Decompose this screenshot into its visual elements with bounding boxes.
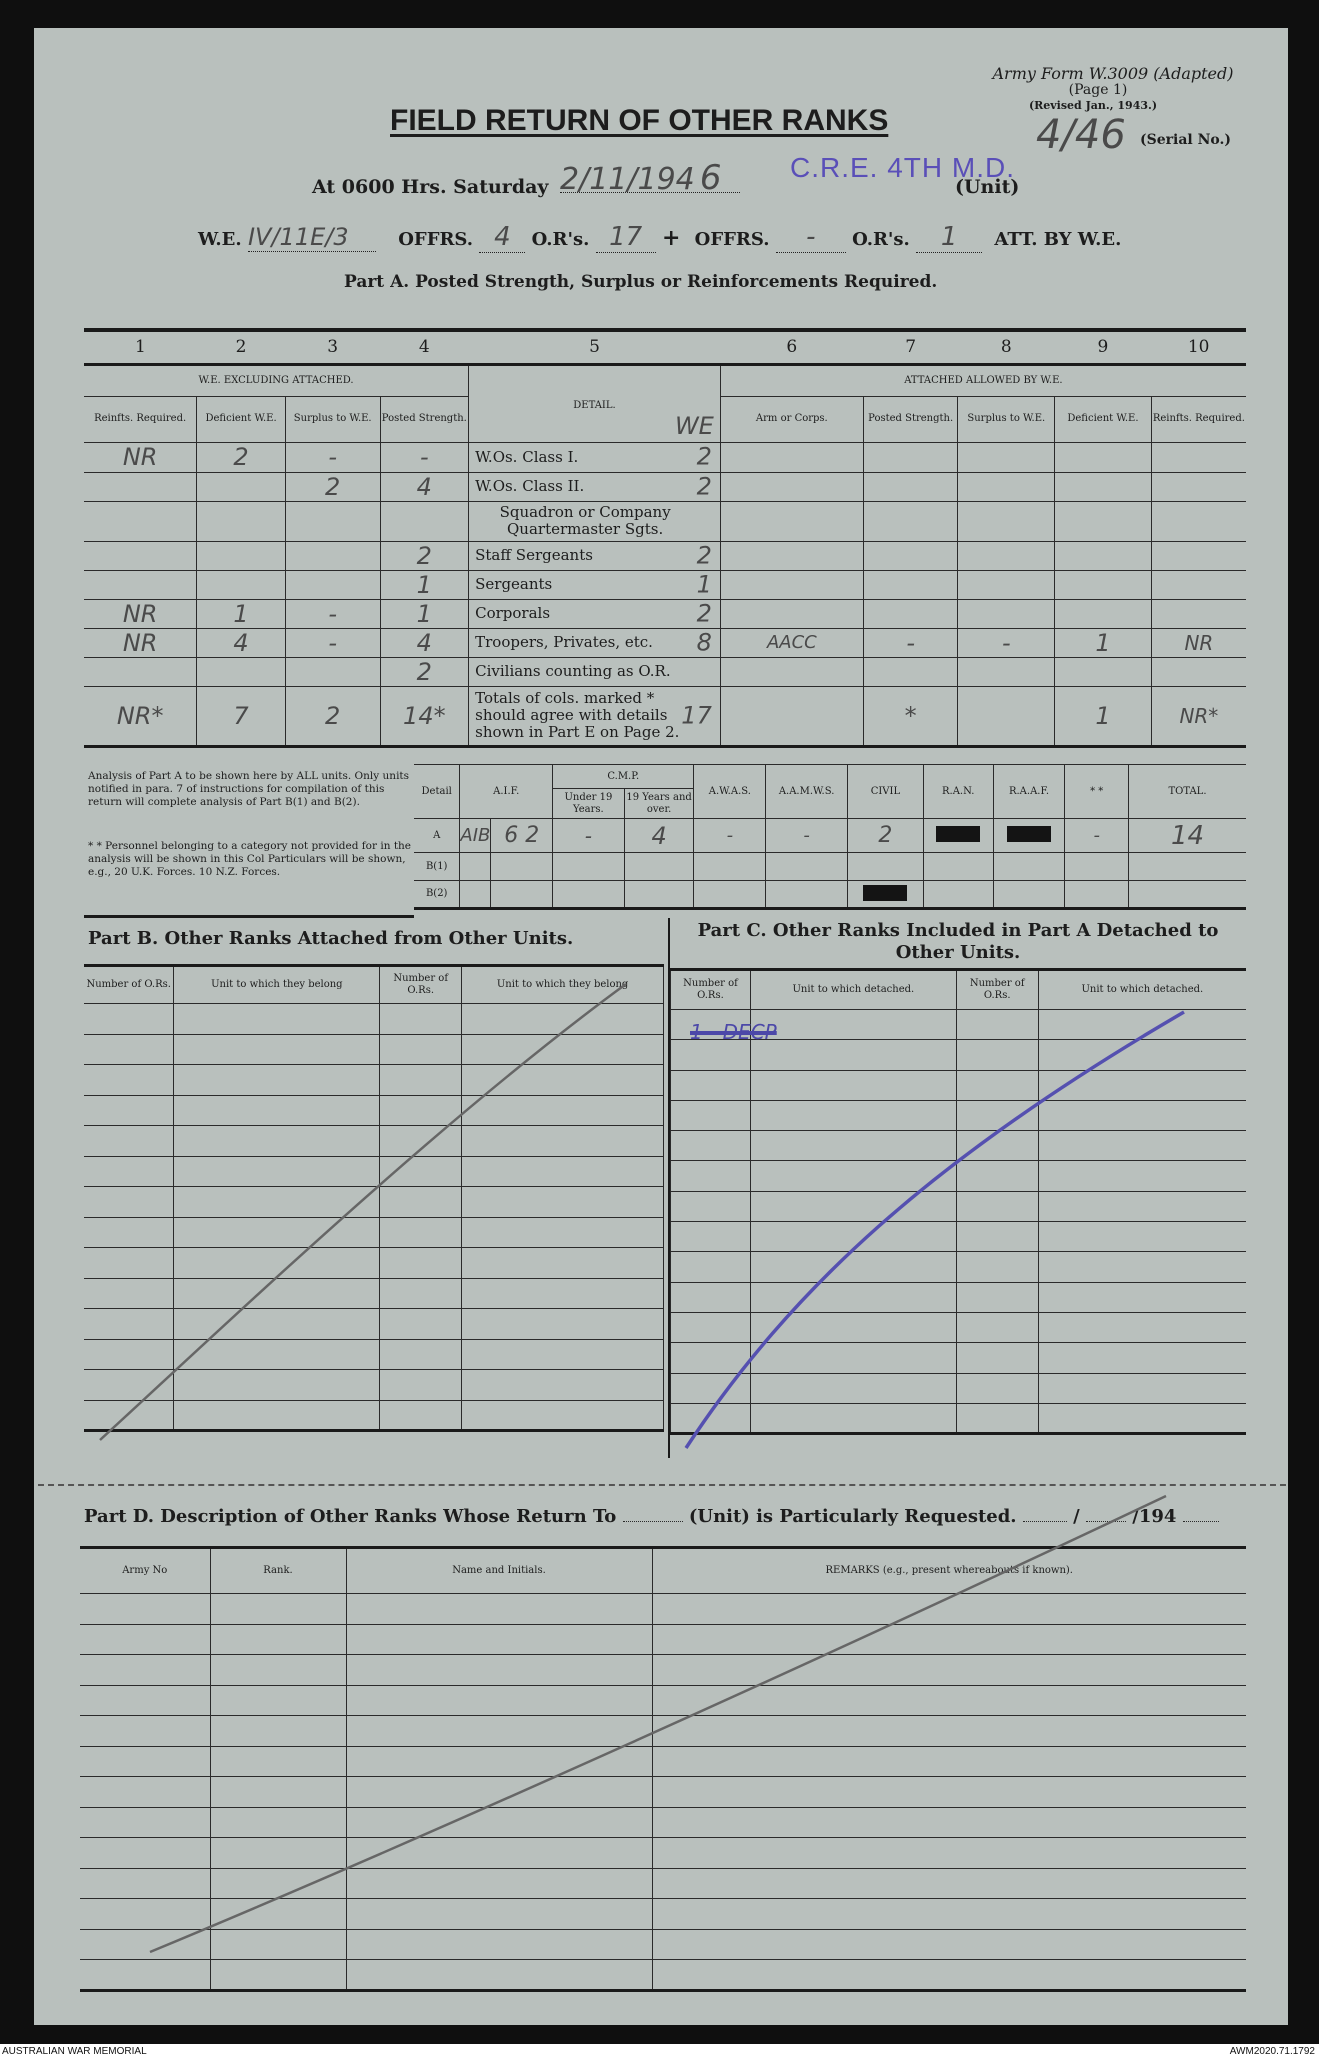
part-d-date-sep: / xyxy=(1073,1506,1080,1527)
deficient-cell: 1 xyxy=(197,599,286,628)
att-label: ATT. BY W.E. xyxy=(994,229,1122,250)
unit-stamp: C.R.E. 4TH M.D. xyxy=(790,152,1016,183)
part-d-col-army-no: Army No xyxy=(80,1548,210,1594)
struck-text: 1 - DECP xyxy=(690,1020,777,1044)
detail-label: Sergeants xyxy=(475,575,553,593)
group-header-left: W.E. EXCLUDING ATTACHED. xyxy=(84,364,469,396)
aamws-header: A.A.M.W.S. xyxy=(766,765,848,819)
detail-label: W.Os. Class I. xyxy=(475,447,579,466)
posted-cell: 2 xyxy=(380,541,469,570)
offrs-value: 4 xyxy=(479,222,525,253)
aif-value-a: 6 2 xyxy=(491,819,553,853)
form-ref-line1: Army Form W.3009 (Adapted) xyxy=(992,64,1234,83)
at-line-date: 2/11/194 xyxy=(560,162,695,197)
col-number: 10 xyxy=(1151,330,1246,364)
analysis-note-1: Analysis of Part A to be shown here by ALL units. Only units notified in para. 7 of instructions for compilation of this return will complete analysis of Part B(1) and B(2). xyxy=(88,770,410,808)
cmp-header: C.M.P. xyxy=(553,765,694,789)
cmp-over-a: 4 xyxy=(624,819,694,853)
posted-cell: 4 xyxy=(380,472,469,501)
detail-label: Civilians counting as O.R. xyxy=(475,662,671,680)
we-label: W.E. xyxy=(198,229,242,250)
detail-label: Totals of cols. marked * should agree with details shown in Part E on Page 2. xyxy=(475,689,680,741)
deficient-cell: 2 xyxy=(197,442,286,472)
we-hand-value: 2 xyxy=(696,599,712,627)
col-number: 8 xyxy=(958,330,1055,364)
plus-sign: + xyxy=(661,225,681,251)
offrs-label: OFFRS. xyxy=(398,229,474,250)
posted-cell: 1 xyxy=(380,570,469,599)
footer-right: AWM2020.71.1792 xyxy=(1229,2046,1315,2057)
we-hand-value: 1 xyxy=(696,570,712,598)
detail-label: W.Os. Class II. xyxy=(475,477,585,495)
detail-label: Corporals xyxy=(475,604,551,622)
we-hand-value: 2 xyxy=(696,541,712,569)
group-header-right: ATTACHED ALLOWED BY W.E. xyxy=(720,364,1246,396)
detail-label: Squadron or Company Quartermaster Sgts. xyxy=(499,503,671,538)
ors-label: O.R's. xyxy=(531,229,590,250)
total-header: TOTAL. xyxy=(1129,765,1247,819)
ors-value: 17 xyxy=(596,222,656,253)
row-label-b2: B(2) xyxy=(414,881,460,909)
cmp-over-header: 19 Years and over. xyxy=(624,789,694,819)
part-b-col-unit-1: Unit to which they belong xyxy=(174,966,380,1004)
col-number: 2 xyxy=(197,330,286,364)
posted-cell: 1 xyxy=(380,599,469,628)
detail-label: DETAIL. xyxy=(573,399,616,411)
posted-att-cell: - xyxy=(863,628,958,657)
ran-header: R.A.N. xyxy=(923,765,993,819)
we-hand-value: 17 xyxy=(681,701,712,729)
part-c-heading: Part C. Other Ranks Included in Part A Detached to Other Units. xyxy=(697,920,1219,963)
col-header-posted-att: Posted Strength. xyxy=(863,396,958,442)
part-b-col-unit-2: Unit to which they belong xyxy=(462,966,664,1004)
part-c-col-unit-1: Unit to which detached. xyxy=(750,970,956,1010)
serial-label: (Serial No.) xyxy=(1140,132,1231,148)
civil-a: 2 xyxy=(848,819,924,853)
part-d-year: /194 xyxy=(1132,1506,1177,1527)
serial-number: 4/46 xyxy=(1036,112,1126,158)
analysis-note-2: * * Personnel belonging to a category not provided for in the analysis will be shown in this Col Particulars will be shown, e.g., 20 U.K. Forces. 10 N.Z. Forces. xyxy=(88,840,412,878)
surplus-cell: 2 xyxy=(285,686,380,746)
part-d-col-name: Name and Initials. xyxy=(346,1548,652,1594)
surplus-cell: - xyxy=(285,628,380,657)
col-number: 9 xyxy=(1055,330,1152,364)
cmp-under-a: - xyxy=(553,819,625,853)
part-d-heading: Part D. Description of Other Ranks Whose Return To xyxy=(84,1506,617,1527)
row-label-a: A xyxy=(414,819,460,853)
reinfts-att-cell: NR* xyxy=(1151,686,1246,746)
col-number: 7 xyxy=(863,330,958,364)
page-title: FIELD RETURN OF OTHER RANKS xyxy=(390,104,889,137)
aif-hand-a: AIB xyxy=(460,819,491,853)
at-line-year: 6 xyxy=(699,158,722,198)
other-header: * * xyxy=(1065,765,1129,819)
ors2-label: O.R's. xyxy=(852,229,910,250)
we-hand-value: 2 xyxy=(696,472,712,500)
reinfts-cell: NR xyxy=(84,628,197,657)
posted-att-cell: * xyxy=(863,686,958,746)
cmp-under-header: Under 19 Years. xyxy=(553,789,625,819)
form-ref-line2: (Page 1) xyxy=(1068,82,1128,98)
deficient-att-cell: 1 xyxy=(1055,686,1152,746)
detail-label: Troopers, Privates, etc. xyxy=(475,633,653,651)
col-number: 3 xyxy=(285,330,380,364)
part-c-col-number-1: Number of O.Rs. xyxy=(671,970,751,1010)
reinfts-att-cell: NR xyxy=(1151,628,1246,657)
detail-label: Staff Sergeants xyxy=(475,546,593,564)
col-header-deficient-att: Deficient W.E. xyxy=(1055,396,1152,442)
part-d-col-remarks: REMARKS (e.g., present whereabouts if known). xyxy=(652,1548,1246,1594)
col-header-reinfts: Reinfts. Required. xyxy=(84,396,197,442)
posted-cell: - xyxy=(380,442,469,472)
col-header-reinfts-att: Reinfts. Required. xyxy=(1151,396,1246,442)
posted-cell: 4 xyxy=(380,628,469,657)
part-c-col-unit-2: Unit to which detached. xyxy=(1038,970,1246,1010)
part-b-heading: Part B. Other Ranks Attached from Other Units. xyxy=(88,928,574,949)
part-d-unit-label: (Unit) is Particularly Requested. xyxy=(688,1506,1017,1527)
col-header-surplus: Surplus to W.E. xyxy=(285,396,380,442)
total-a: 14 xyxy=(1129,819,1247,853)
col-header-surplus-att: Surplus to W.E. xyxy=(958,396,1055,442)
we-hand-value: 8 xyxy=(696,628,712,656)
form-ref-line3: (Revised Jan., 1943.) xyxy=(1028,99,1158,112)
we-value: IV/11E/3 xyxy=(248,223,376,252)
part-b-col-number-1: Number of O.Rs. xyxy=(84,966,174,1004)
surplus-cell: - xyxy=(285,599,380,628)
reinfts-cell: NR xyxy=(84,442,197,472)
awas-header: A.W.A.S. xyxy=(694,765,766,819)
part-d-cancel-stroke xyxy=(150,1496,1166,1952)
unit-label: (Unit) xyxy=(955,176,1020,198)
reinfts-cell: NR xyxy=(84,599,197,628)
ors2-value: 1 xyxy=(916,222,982,253)
col-number: 6 xyxy=(720,330,863,364)
we-hand-value: 2 xyxy=(696,442,712,471)
part-c-cancel-stroke xyxy=(686,1012,1184,1448)
surplus-att-cell: - xyxy=(958,628,1055,657)
offrs2-label: OFFRS. xyxy=(694,229,770,250)
arm-cell: AACC xyxy=(720,628,863,657)
part-b-col-number-2: Number of O.Rs. xyxy=(380,966,462,1004)
analysis-detail-header: Detail xyxy=(414,765,460,819)
deficient-att-cell: 1 xyxy=(1055,628,1152,657)
civil-header: CIVIL xyxy=(848,765,924,819)
col-header-deficient: Deficient W.E. xyxy=(197,396,286,442)
other-a: - xyxy=(1065,819,1129,853)
part-a-heading: Part A. Posted Strength, Surplus or Reinforcements Required. xyxy=(344,272,938,292)
raaf-header: R.A.A.F. xyxy=(993,765,1065,819)
aamws-a: - xyxy=(766,819,848,853)
part-c-col-number-2: Number of O.Rs. xyxy=(956,970,1038,1010)
offrs2-value: - xyxy=(776,222,846,253)
part-d-col-rank: Rank. xyxy=(210,1548,346,1594)
deficient-cell: 4 xyxy=(197,628,286,657)
awas-a: - xyxy=(694,819,766,853)
reinfts-cell: NR* xyxy=(84,686,197,746)
row-label-b1: B(1) xyxy=(414,853,460,881)
at-line-prefix: At 0600 Hrs. Saturday xyxy=(312,176,549,198)
deficient-cell: 7 xyxy=(197,686,286,746)
aif-header: A.I.F. xyxy=(460,765,553,819)
detail-we-hand: WE xyxy=(674,411,714,440)
footer-left: AUSTRALIAN WAR MEMORIAL xyxy=(2,2046,147,2057)
col-number: 1 xyxy=(84,330,197,364)
part-b-cancel-stroke xyxy=(100,984,626,1440)
col-number: 4 xyxy=(380,330,469,364)
surplus-cell: - xyxy=(285,442,380,472)
col-number: 5 xyxy=(469,330,721,364)
col-header-posted: Posted Strength. xyxy=(380,396,469,442)
posted-cell: 14* xyxy=(380,686,469,746)
col-header-arm: Arm or Corps. xyxy=(720,396,863,442)
posted-cell: 2 xyxy=(380,657,469,686)
surplus-cell: 2 xyxy=(285,472,380,501)
